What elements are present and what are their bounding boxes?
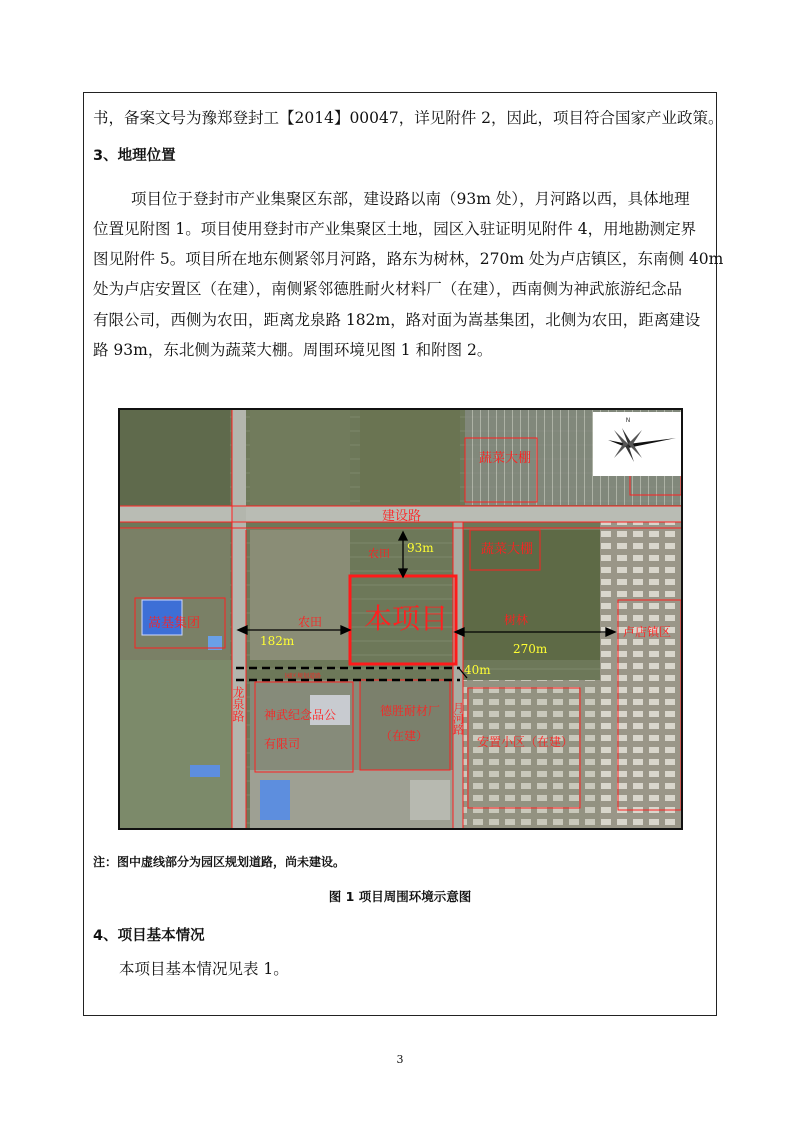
- label-desheng-factory-2: （在建）: [380, 729, 429, 743]
- para-line-5: 有限公司，西侧为农田，距离龙泉路 182m，路对面为嵩基集团，北侧为农田，距离建设: [93, 311, 701, 329]
- label-shenwu-company-1: 神武纪念品公: [264, 708, 337, 722]
- para-line-4: 处为卢店安置区（在建），南侧紧邻德胜耐火材料厂（在建），西南侧为神武旅游纪念品: [93, 280, 683, 298]
- section-4-text: 本项目基本情况见表 1。: [119, 960, 289, 978]
- label-vegetable-greenhouse-2: 蔬菜大棚: [481, 542, 534, 557]
- yuehe-road-shape: [453, 522, 463, 828]
- compass-n-label: N: [625, 417, 631, 424]
- section-3-title: 3、地理位置: [93, 148, 176, 164]
- label-desheng-factory-1: 德胜耐材厂: [380, 704, 441, 718]
- location-map: [118, 408, 683, 830]
- label-resettlement: 安置小区（在建）: [477, 735, 574, 749]
- label-longquan-road: 龙泉路: [231, 686, 245, 722]
- para-line-1: 项目位于登封市产业集聚区东部，建设路以南（93m 处），月河路以西，具体地理: [131, 190, 690, 208]
- label-dist-southeast: 40m: [464, 663, 491, 677]
- label-farmland-north: 农田: [368, 547, 390, 560]
- label-songji-group: 嵩基集团: [148, 616, 201, 631]
- para-line-6: 路 93m，东北侧为蔬菜大棚。周围环境见图 1 和附图 2。: [93, 341, 493, 359]
- label-planned-road: 园区规划道路: [285, 673, 322, 680]
- label-vegetable-greenhouse-1: 蔬菜大棚: [479, 451, 532, 466]
- figure-caption: 图 1 项目周围环境示意图: [328, 889, 472, 904]
- label-ludian-town: 卢店镇区: [623, 625, 672, 639]
- map-note: 注：图中虚线部分为园区规划道路，尚未建设。: [93, 855, 346, 869]
- label-shenwu-company-2: 有限司: [264, 737, 301, 751]
- label-yuehe-road: 月河路: [451, 702, 465, 735]
- label-jianshe-road: 建设路: [382, 509, 422, 524]
- label-dist-west: 182m: [260, 634, 295, 648]
- label-dist-north: 93m: [407, 541, 434, 555]
- section-4-title: 4、项目基本情况: [93, 928, 205, 944]
- label-farmland-west: 农田: [298, 615, 323, 629]
- label-dist-east: 270m: [513, 642, 548, 656]
- label-project: 本项目: [364, 602, 449, 635]
- page-number: 3: [396, 1053, 404, 1066]
- label-woods: 树林: [504, 613, 529, 627]
- longquan-road-shape: [232, 410, 246, 828]
- text-line-top: 书，备案文号为豫郑登封工【2014】00047，详见附件 2，因此，项目符合国家产业政策。: [93, 109, 724, 127]
- para-line-2: 位置见附图 1。项目使用登封市产业集聚区土地，园区入驻证明见附件 4，用地勘测定界: [93, 220, 697, 238]
- para-line-3: 图见附件 5。项目所在地东侧紧邻月河路，路东为树林，270m 处为卢店镇区，东南侧 40m: [93, 250, 724, 268]
